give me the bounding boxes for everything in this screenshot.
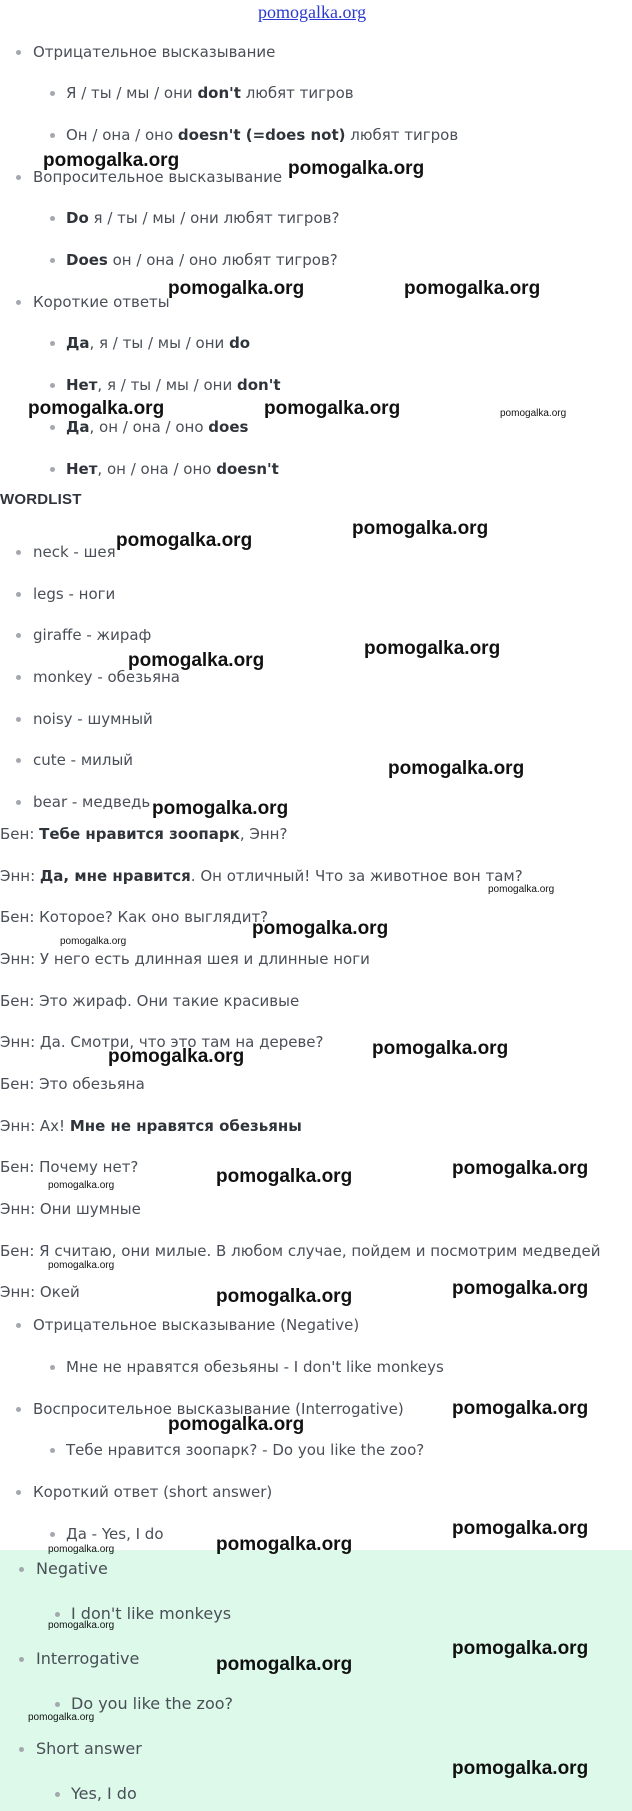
- watermark: pomogalka.org: [28, 398, 165, 419]
- list-item: Да, я / ты / мы / они do: [66, 333, 250, 353]
- watermark: pomogalka.org: [452, 1518, 589, 1539]
- bullet: [50, 1532, 55, 1537]
- watermark: pomogalka.org: [452, 1638, 589, 1659]
- bullet: [50, 91, 55, 96]
- dialogue-line: Энн: Ах! Мне не нравятся обезьяны: [0, 1117, 302, 1135]
- dialogue-line: Энн: Да. Смотри, что это там на дереве?: [0, 1033, 324, 1051]
- bullet: [50, 467, 55, 472]
- list-item: Тебе нравится зоопарк? - Do you like the zoo?: [66, 1440, 424, 1460]
- list-item: Do я / ты / мы / они любят тигров?: [66, 208, 339, 228]
- bullet: [16, 550, 21, 555]
- watermark: pomogalka.org: [500, 408, 567, 419]
- list-item: I don't like monkeys: [71, 1604, 231, 1624]
- list-item: Нет, я / ты / мы / они don't: [66, 375, 280, 395]
- watermark: pomogalka.org: [452, 1398, 589, 1419]
- watermark: pomogalka.org: [364, 638, 501, 659]
- dialogue-line: Бен: Тебе нравится зоопарк, Энн?: [0, 825, 288, 843]
- bullet: [50, 258, 55, 263]
- bullet: [50, 133, 55, 138]
- bullet: [50, 1448, 55, 1453]
- watermark: pomogalka.org: [216, 1654, 353, 1675]
- site-link[interactable]: pomogalka.org: [258, 2, 367, 22]
- bullet: [16, 1323, 21, 1328]
- list-item: Да, он / она / оно does: [66, 417, 248, 437]
- dialogue-line: Бен: Которое? Как оно выглядит?: [0, 908, 269, 926]
- watermark: pomogalka.org: [116, 530, 253, 551]
- dialogue-line: Бен: Это жираф. Они такие красивые: [0, 992, 300, 1010]
- bullet: [50, 341, 55, 346]
- bullet: [50, 425, 55, 430]
- watermark: pomogalka.org: [216, 1286, 353, 1307]
- dialogue-line: Энн: Окей: [0, 1283, 80, 1301]
- watermark: pomogalka.org: [28, 1712, 95, 1723]
- list-item: cute - милый: [33, 750, 133, 770]
- bullet: [50, 216, 55, 221]
- list-item: giraffe - жираф: [33, 625, 151, 645]
- list-item: noisy - шумный: [33, 709, 153, 729]
- list-item: Короткий ответ (short answer): [33, 1482, 272, 1502]
- bullet: [16, 758, 21, 763]
- bullet: [16, 633, 21, 638]
- list-item: Interrogative: [36, 1649, 139, 1669]
- watermark: pomogalka.org: [168, 1414, 305, 1435]
- watermark: pomogalka.org: [404, 278, 541, 299]
- dialogue-line: Бен: Это обезьяна: [0, 1075, 145, 1093]
- list-item: Negative: [36, 1559, 108, 1579]
- watermark: pomogalka.org: [108, 1046, 245, 1067]
- watermark: pomogalka.org: [252, 918, 389, 939]
- watermark: pomogalka.org: [452, 1158, 589, 1179]
- list-item: Воспросительное высказывание (Interrogative): [33, 1399, 404, 1419]
- watermark: pomogalka.org: [216, 1534, 353, 1555]
- list-item: Отрицательное высказывание: [33, 42, 275, 62]
- list-item: Я / ты / мы / они don't любят тигров: [66, 83, 354, 103]
- dialogue-line: Энн: Да, мне нравится. Он отличный! Что за животное вон там?: [0, 867, 523, 885]
- list-item: bear - медведь: [33, 792, 150, 812]
- list-item: Да - Yes, I do: [66, 1524, 164, 1544]
- watermark: pomogalka.org: [48, 1260, 115, 1271]
- list-item: Yes, I do: [71, 1784, 137, 1804]
- bullet: [16, 175, 21, 180]
- list-item: Отрицательное высказывание (Negative): [33, 1315, 359, 1335]
- list-item: legs - ноги: [33, 584, 115, 604]
- list-item: neck - шея: [33, 542, 116, 562]
- bullet: [19, 1747, 24, 1752]
- watermark: pomogalka.org: [352, 518, 489, 539]
- bullet: [16, 675, 21, 680]
- list-item: Короткие ответы: [33, 292, 170, 312]
- bullet: [55, 1702, 60, 1707]
- bullet: [55, 1792, 60, 1797]
- list-item: Мне не нравятся обезьяны - I don't like monkeys: [66, 1357, 444, 1377]
- bullet: [50, 1365, 55, 1370]
- bullet: [19, 1567, 24, 1572]
- list-item: Does он / она / оно любят тигров?: [66, 250, 338, 270]
- dialogue-line: Бен: Я считаю, они милые. В любом случае, пойдем и посмотрим медведей: [0, 1242, 601, 1260]
- bullet: [16, 800, 21, 805]
- bullet: [16, 1407, 21, 1412]
- bullet: [19, 1657, 24, 1662]
- watermark: pomogalka.org: [128, 650, 265, 671]
- watermark: pomogalka.org: [152, 798, 289, 819]
- bullet: [16, 717, 21, 722]
- bullet: [16, 300, 21, 305]
- bullet: [55, 1612, 60, 1617]
- bullet: [16, 50, 21, 55]
- section-heading: WORDLIST: [0, 491, 82, 508]
- watermark: pomogalka.org: [48, 1620, 115, 1631]
- watermark: pomogalka.org: [60, 936, 127, 947]
- list-item: Он / она / оно doesn't (=does not) любят тигров: [66, 125, 458, 145]
- dialogue-line: Энн: Они шумные: [0, 1200, 141, 1218]
- list-item: Short answer: [36, 1739, 142, 1759]
- watermark: pomogalka.org: [48, 1544, 115, 1555]
- watermark: pomogalka.org: [216, 1166, 353, 1187]
- watermark: pomogalka.org: [288, 158, 425, 179]
- dialogue-line: Энн: У него есть длинная шея и длинные ноги: [0, 950, 370, 968]
- list-item: monkey - обезьяна: [33, 667, 180, 687]
- list-item: Do you like the zoo?: [71, 1694, 233, 1714]
- watermark: pomogalka.org: [488, 884, 555, 895]
- watermark: pomogalka.org: [372, 1038, 509, 1059]
- watermark: pomogalka.org: [388, 758, 525, 779]
- watermark: pomogalka.org: [452, 1758, 589, 1779]
- watermark: pomogalka.org: [264, 398, 401, 419]
- watermark: pomogalka.org: [452, 1278, 589, 1299]
- bullet: [16, 592, 21, 597]
- bullet: [50, 383, 55, 388]
- dialogue-line: Бен: Почему нет?: [0, 1158, 139, 1176]
- list-item: Вопросительное высказывание: [33, 167, 282, 187]
- list-item: Нет, он / она / оно doesn't: [66, 459, 279, 479]
- watermark: pomogalka.org: [43, 150, 180, 171]
- watermark: pomogalka.org: [168, 278, 305, 299]
- bullet: [16, 1490, 21, 1495]
- watermark: pomogalka.org: [48, 1180, 115, 1191]
